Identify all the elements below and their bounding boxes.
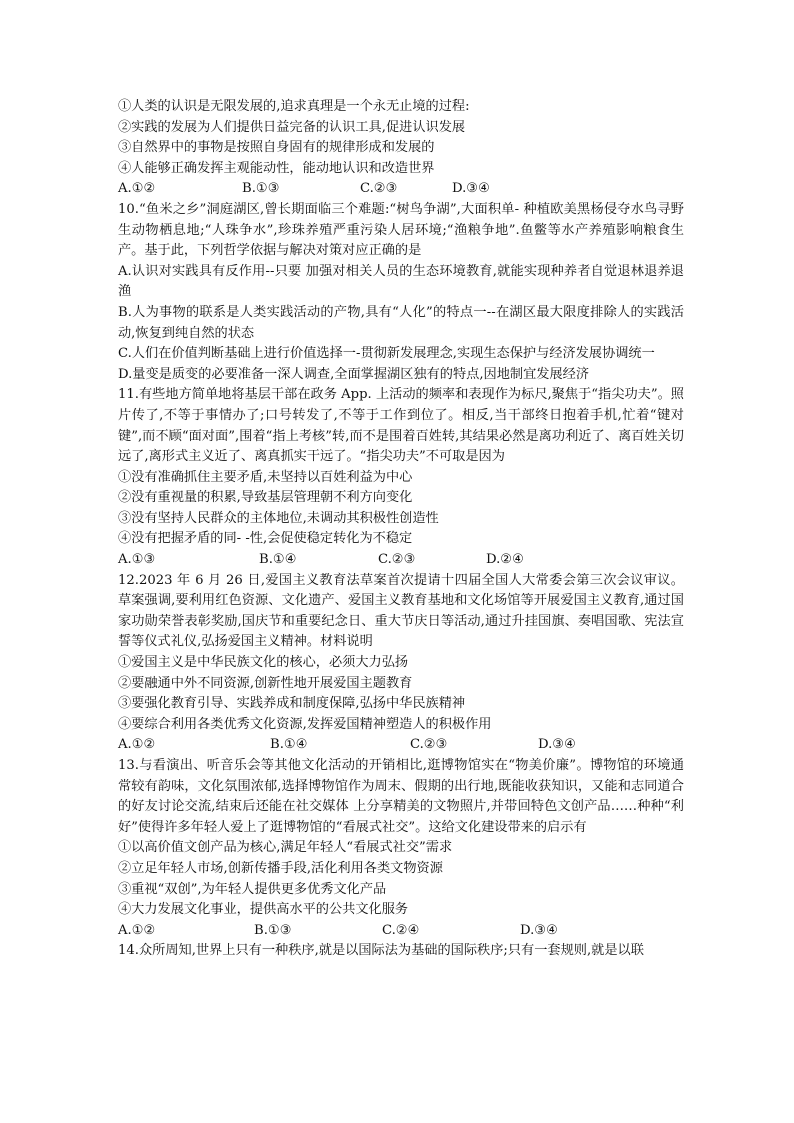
q9-options bbox=[118, 179, 684, 200]
q11-stem: 11.有些地方简单地将基层干部在政务 App. 上活动的频率和表现作为标尺,聚焦于“指尖功夫”。照片传了,不等于事情办了;口号转发了,不等于工作到位了。相反,当干部终日抱着手机,忙着“键对键”,而不顾“面对面”,围着“指上考核”转,而不是围着百姓转,其结果必然是离功利近了、离百姓关切远了,离形式主义近了、离真抓实干远了。“指尖功夫”不可取是因为 bbox=[118, 387, 684, 465]
question-10 bbox=[118, 200, 684, 385]
q12-item-1: ①爱国主义是中华民族文化的核心，必须大力弘扬 bbox=[118, 655, 409, 671]
question-11 bbox=[118, 385, 684, 570]
q11-option-d: D.②④ bbox=[486, 552, 524, 568]
q11-option-b: B.①④ bbox=[259, 552, 297, 568]
question-13 bbox=[118, 756, 684, 941]
q12-stem: 12.2023 年 6 月 26 日,爱国主义教育法草案首次提请十四届全国人大常委会第三次会议审议。草案强调,要利用红色资源、文化遗产、爱国主义教育基地和文化场馆等开展爱国主义教育,通过国家功勋荣誉表彰奖励,国庆节和重要纪念日、重大节庆日等活动,通过升挂国旗、奏唱国歌、宪法宣誓等仪式礼仪,弘扬爱国主义精神。材料说明 bbox=[118, 572, 684, 650]
q9-option-d: D.③④ bbox=[452, 181, 490, 197]
q9-option-b: B.①③ bbox=[242, 181, 280, 197]
q11-option-c: C.②③ bbox=[378, 552, 416, 568]
q9-item-3: ③自然界中的事物是按照自身固有的规律形成和发展的 bbox=[118, 140, 435, 156]
q13-item-3: ③重视“双创”,为年轻人提供更多优秀文化产品 bbox=[118, 881, 387, 897]
q10-choice-d: D.量变是质变的必要准备一深人调查,全面掌握湖区独有的特点,因地制宜发展经济 bbox=[118, 366, 590, 382]
q14-stem: 14.众所周知,世界上只有一种秩序,就是以国际法为基础的国际秩序;只有一套规则,就是以联 bbox=[118, 943, 644, 959]
q9-item-2: ②实践的发展为人们提供日益完备的认识工具,促进认识发展 bbox=[118, 119, 466, 135]
q13-option-b: B.①③ bbox=[254, 922, 292, 938]
q13-stem: 13.与看演出、听音乐会等其他文化活动的开销相比,逛博物馆实在“物美价廉”。博物馆的环境通常较有韵味，文化氛围浓郁,选择博物馆作为周末、假期的出行地,既能收获知识，又能和志同道合的好友讨论交流,结束后还能在社交媒体 上分享精美的文物照片,并带回特色文创产品……种种“利好”使得许多年轻人爱上了逛博物馆的“看展式社交”。这给文化建设带来的启示有 bbox=[118, 758, 684, 835]
question-14 bbox=[118, 941, 684, 962]
q13-option-d: D.③④ bbox=[520, 922, 558, 938]
q13-item-1: ①以高价值文创产品为核心,满足年轻人“看展式社交”需求 bbox=[118, 840, 453, 856]
q12-option-b: B.①④ bbox=[270, 737, 308, 753]
q10-choice-b: B.人为事物的联系是人类实践活动的产物,具有“人化”的特点一--在湖区最大限度排除人的实践活动,恢复到纯自然的状态 bbox=[118, 304, 684, 341]
q13-option-a: A.①② bbox=[118, 922, 156, 938]
q10-stem: 10.“鱼米之乡”洞庭湖区,曾长期面临三个难题:“树鸟争湖”,大面积单- 种植欧美黑杨侵夺水鸟寻野生动物栖息地;“人珠争水”,珍珠养殖严重污染人居环境;“渔粮争地”.鱼鳖等水产养殖影响粮食生产。基于此，下列哲学依据与解决对策对应正确的是 bbox=[118, 201, 684, 259]
q13-item-4: ④大力发展文化事业，提供高水平的公共文化服务 bbox=[118, 902, 409, 918]
q12-option-a: A.①② bbox=[118, 737, 156, 753]
q10-choice-c: C.人们在价值判断基础上进行价值选择一-贯彻新发展理念,实现生态保护与经济发展协调统一 bbox=[118, 346, 655, 362]
q9-item-1: ①人类的认识是无限发展的,追求真理是一个永无止境的过程: bbox=[118, 99, 470, 114]
q10-choice-a: A.认识对实践具有反作用--只要 加强对相关人员的生态环境教育,就能实现种养者自觉退林退养退渔 bbox=[118, 263, 684, 300]
q12-item-2: ②要融通中外不同资源,创新性地开展爱国主题教育 bbox=[118, 675, 413, 691]
q9-option-c: C.②③ bbox=[360, 181, 398, 197]
question-12 bbox=[118, 571, 684, 756]
q11-item-4: ④没有把握矛盾的同- -性,会促使稳定转化为不稳定 bbox=[118, 531, 413, 547]
q13-item-2: ②立足年轻人市场,创新传播手段,活化利用各类文物资源 bbox=[118, 860, 443, 876]
q12-option-d: D.③④ bbox=[538, 737, 576, 753]
q11-options bbox=[118, 550, 684, 571]
q12-options bbox=[118, 735, 684, 756]
q9-item-4: ④人能够正确发挥主观能动性，能动地认识和改造世界 bbox=[118, 160, 435, 176]
q11-item-2: ②没有重视量的积累,导致基层管理朝不利方向变化 bbox=[118, 490, 413, 506]
q9-option-a: A.①② bbox=[118, 181, 156, 197]
exam-page bbox=[118, 97, 684, 962]
q11-item-1: ①没有准确抓住主要矛盾,未坚持以百姓利益为中心 bbox=[118, 469, 413, 485]
q13-option-c: C.②④ bbox=[382, 922, 420, 938]
q11-item-3: ③没有坚持人民群众的主体地位,未调动其积极性创造性 bbox=[118, 510, 439, 526]
q11-option-a: A.①③ bbox=[118, 552, 156, 568]
question-9-tail bbox=[118, 97, 684, 200]
q12-item-4: ④要综合利用各类优秀文化资源,发挥爱国精神塑造人的积极作用 bbox=[118, 716, 492, 732]
q13-options bbox=[118, 921, 684, 942]
q12-item-3: ③要强化教育引导、实践养成和制度保障,弘扬中华民族精神 bbox=[118, 696, 466, 712]
q12-option-c: C.②③ bbox=[410, 737, 448, 753]
